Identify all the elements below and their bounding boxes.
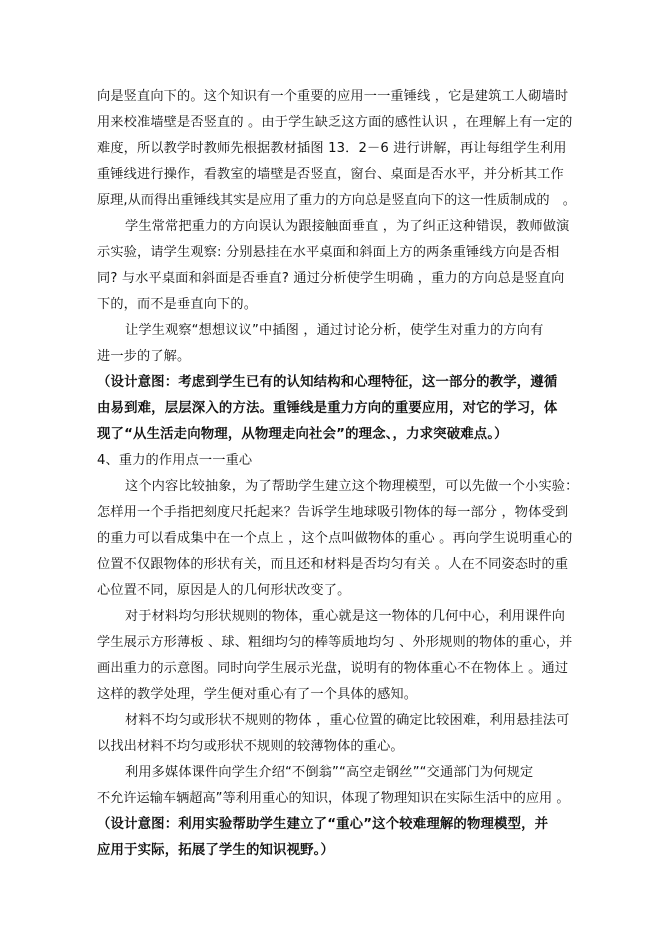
- body-line: 原理,从而得出重锤线其实是应用了重力的方向总是竖直向下的这一性质制成的 。: [97, 193, 576, 208]
- design-intent-line: 应用于实际，拓展了学生的知识视野。）: [97, 843, 335, 858]
- section-heading: 4、重力的作用点一一重心: [97, 453, 253, 468]
- body-line: 不允许运输车辆超高”等利用重心的知识，体现了物理知识在实际生活中的应用 。: [97, 791, 570, 806]
- body-line: 这样的教学处理，学生便对重心有了一个具体的感知。: [97, 687, 418, 702]
- body-line: 位置不仅跟物体的形状有关，而且还和材料是否均匀有关 。人在不同姿态时的重: [97, 557, 569, 572]
- body-line: 进一步的了解。: [97, 349, 191, 364]
- body-line: 的重力可以看成集中在一个点上 ，这个点叫做物体的重心 。再向学生说明重心的: [97, 531, 573, 546]
- paragraph-first-line: 这个内容比较抽象，为了帮助学生建立这个物理模型，可以先做一个小实验：: [125, 479, 579, 494]
- design-intent-line: （设计意图：考虑到学生已有的认知结构和心理特征，这一部分的教学，遵循: [97, 375, 558, 390]
- body-line: 向是竖直向下的。这个知识有一个重要的应用一一重锤线 ，它是建筑工人砌墙时: [97, 89, 569, 104]
- paragraph-first-line: 让学生观察“想想议议”中插图 ，通过讨论分析，使学生对重力的方向有: [125, 323, 544, 338]
- body-line: 下的，而不是垂直向下的。: [97, 297, 258, 312]
- body-line: 画出重力的示意图。同时向学生展示光盘，说明有的物体重心不在物体上 。通过: [97, 661, 569, 676]
- body-line: 学生展示方形薄板 、球、粗细均匀的棒等质地均匀 、外形规则的物体的重心，并: [97, 635, 573, 650]
- design-intent-line: 现了“从生活走向物理，从物理走向社会”的理念、，力求突破难点。）: [97, 427, 508, 442]
- paragraph-first-line: 学生常常把重力的方向误认为跟接触面垂直 ，为了纠正这种错误，教师做演: [125, 219, 570, 234]
- design-intent-line: （设计意图：利用实验帮助学生建立了“重心”这个较难理解的物理模型，并: [97, 817, 549, 832]
- body-line: 示实验，请学生观察: 分别悬挂在水平桌面和斜面上方的两条重锤线方向是否相: [97, 245, 560, 260]
- design-intent-line: 由易到难，层层深入的方法。重锤线是重力方向的重要应用，对它的学习，体: [97, 401, 558, 416]
- body-line: 用来校准墙壁是否竖直的 。由于学生缺乏这方面的感性认识 ，在理解上有一定的: [97, 115, 573, 130]
- body-line: 同? 与水平桌面和斜面是否垂直? 通过分析使学生明确 ，重力的方向总是竖直向: [97, 271, 565, 286]
- document-body: [97, 84, 579, 864]
- body-line: 以找出材料不均匀或形状不规则的较薄物体的重心。: [97, 739, 404, 754]
- body-line: 怎样用一个手指把刻度尺托起来？告诉学生地球吸引物体的每一部分 ，物体受到: [97, 505, 569, 520]
- body-line: 难度，所以教学时教师先根据教材插图 13．2－6 进行讲解，再让每组学生利用: [97, 141, 567, 156]
- paragraph-first-line: 对于材料均匀形状规则的物体，重心就是这一物体的几何中心，利用课件向: [125, 609, 566, 624]
- body-line: 重锤线进行操作，看教室的墙壁是否竖直，窗台、桌面是否水平，并分析其工作: [97, 167, 564, 182]
- body-line: 心位置不同，原因是人的几何形状改变了。: [97, 583, 351, 598]
- paragraph-first-line: 材料不均匀或形状不规则的物体 ，重心位置的确定比较困难，利用悬挂法可: [125, 713, 570, 728]
- paragraph-first-line: 利用多媒体课件向学生介绍“不倒翁”“高空走钢丝”“交通部门为何规定: [125, 765, 534, 780]
